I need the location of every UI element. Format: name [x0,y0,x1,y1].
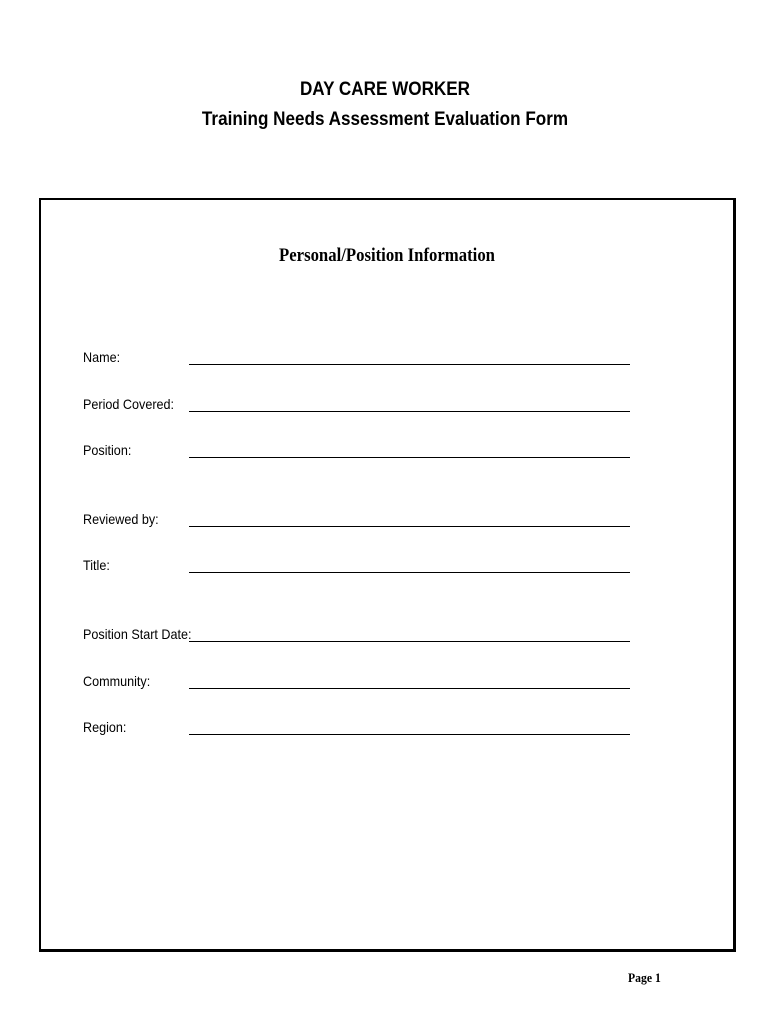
name-label: Name: [83,349,121,365]
community-label: Community: [83,673,151,689]
community-input-line[interactable] [189,688,630,689]
reviewed-by-input-line[interactable] [189,526,630,527]
title-input-line[interactable] [189,572,630,573]
document-subtitle: Training Needs Assessment Evaluation Form [201,109,569,130]
reviewed-by-label: Reviewed by: [83,511,159,527]
page-number: Page 1 [628,970,661,985]
reviewed-by-field-row [41,508,733,532]
period-covered-input-line[interactable] [189,411,630,412]
title-field-row [41,554,733,578]
document-title: DAY CARE WORKER [299,79,471,100]
title-label: Title: [83,557,110,573]
personal-information-box [39,198,736,952]
position-start-date-label: Position Start Date: [83,626,192,642]
region-input-line[interactable] [189,734,630,735]
name-input-line[interactable] [189,364,630,365]
name-field-row [41,346,733,370]
position-input-line[interactable] [189,457,630,458]
section-heading: Personal/Position Information [279,245,495,266]
region-field-row [41,716,733,740]
period-covered-field-row [41,393,733,417]
community-field-row [41,670,733,694]
position-start-date-input-line[interactable] [189,641,630,642]
period-covered-label: Period Covered: [83,396,175,412]
position-field-row [41,439,733,463]
position-label: Position: [83,442,132,458]
position-start-date-field-row [41,623,733,647]
region-label: Region: [83,719,127,735]
